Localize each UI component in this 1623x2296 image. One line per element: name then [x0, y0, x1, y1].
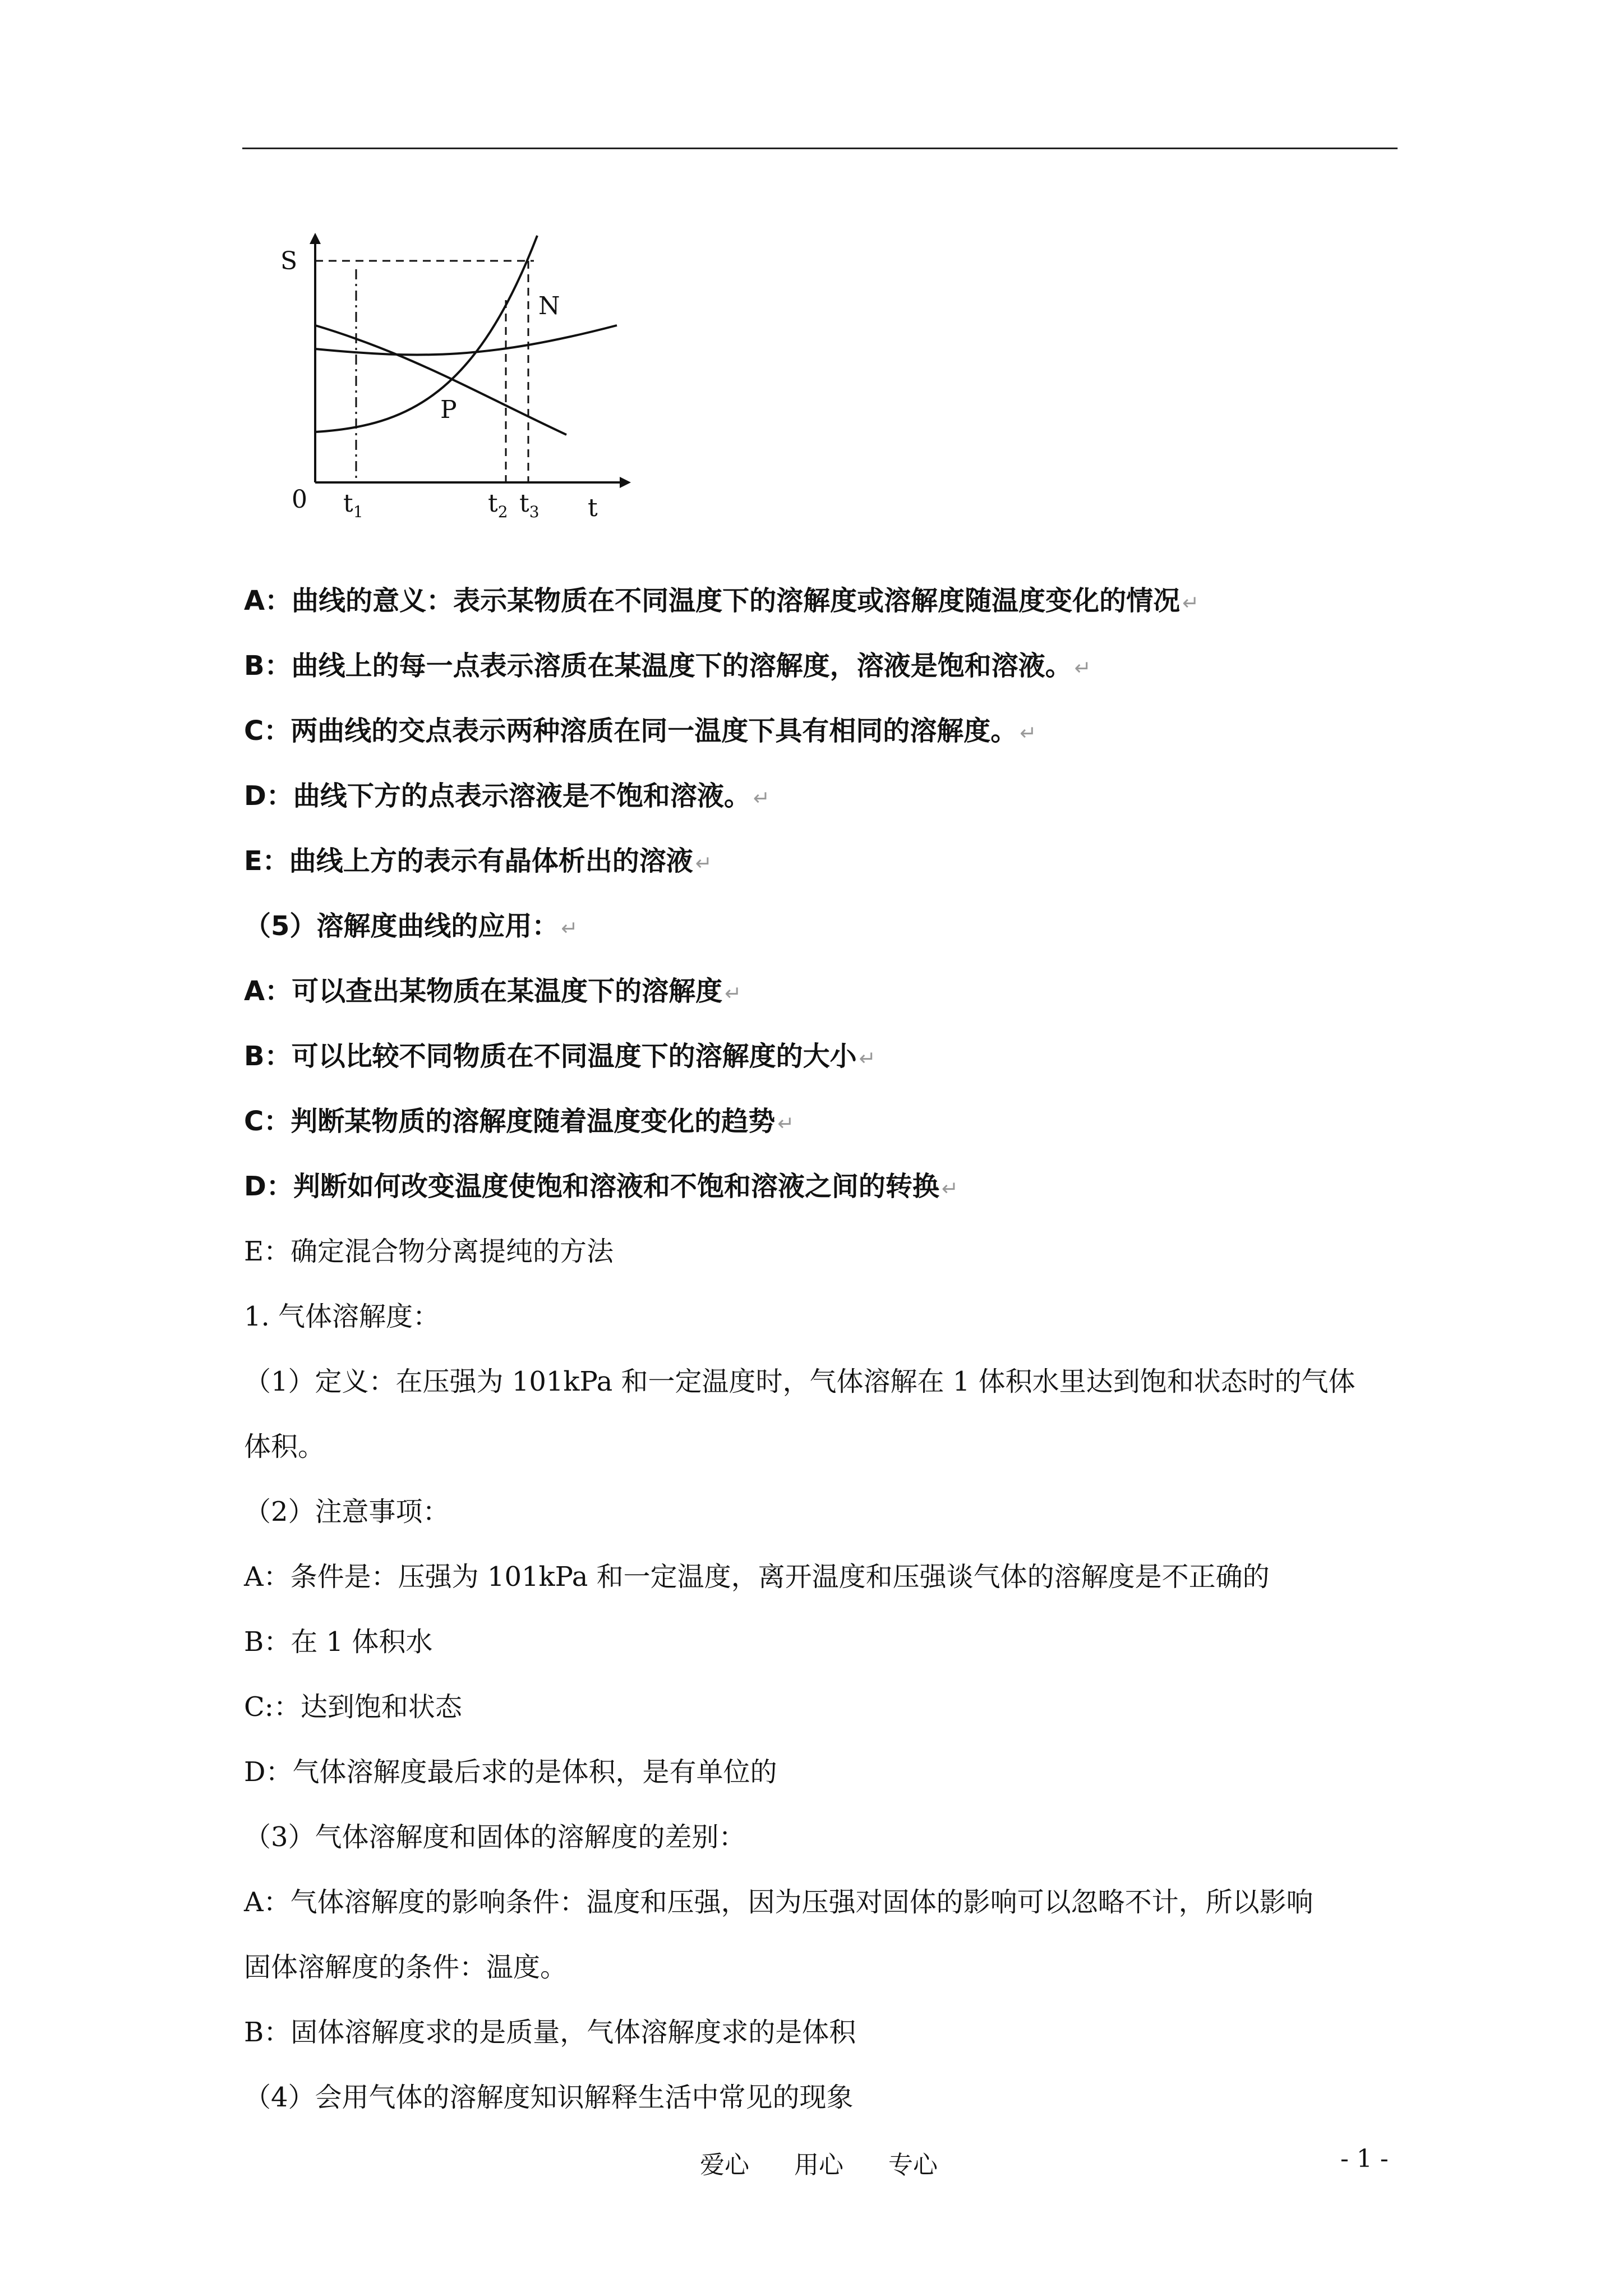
body-line [244, 1559, 1399, 1594]
body-line [244, 1885, 1399, 1920]
y-axis-label: S [280, 247, 298, 275]
steep-rising-curve [315, 236, 537, 432]
body-line [244, 648, 1399, 683]
footer-motto-item: 用心 [794, 2151, 843, 2179]
body-line [244, 1169, 1399, 1204]
line-text: 1. 气体溶解度： [244, 1301, 440, 1332]
t3-sub: 3 [529, 503, 540, 521]
t2-base: t [488, 489, 498, 518]
tick-label-t3 [519, 489, 540, 521]
body-line [244, 1625, 1399, 1659]
body-line [244, 1104, 1399, 1139]
line-text: 固体溶解度的条件：温度。 [244, 1952, 568, 1983]
body-line [244, 1364, 1399, 1399]
paragraph-mark-icon: ↵ [941, 1177, 959, 1200]
body-line [244, 844, 1399, 878]
paragraph-mark-icon: ↵ [695, 852, 712, 875]
x-axis-label: t [588, 494, 598, 522]
line-text: C：判断某物质的溶解度随着温度变化的趋势 [244, 1106, 776, 1137]
body-line [244, 583, 1399, 618]
section-heading [244, 1820, 1399, 1855]
origin-label: 0 [292, 485, 307, 514]
curve-label-p: P [440, 395, 457, 424]
line-text: （5）溶解度曲线的应用： [244, 910, 559, 942]
line-text: B：在 1 体积水 [244, 1626, 433, 1658]
line-text: E：确定混合物分离提纯的方法 [244, 1236, 614, 1267]
line-text: B：固体溶解度求的是质量，气体溶解度求的是体积 [244, 2017, 856, 2048]
line-text: C：两曲线的交点表示两种溶质在同一温度下具有相同的溶解度。 [244, 715, 1018, 747]
line-text: （4）会用气体的溶解度知识解释生活中常见的现象 [244, 2082, 854, 2113]
line-text: D：曲线下方的点表示溶液是不饱和溶液。 [244, 780, 751, 812]
line-text: A：条件是：压强为 101kPa 和一定温度，离开温度和压强谈气体的溶解度是不正确的 [244, 1561, 1270, 1593]
t3-base: t [519, 489, 529, 518]
line-text: D：判断如何改变温度使饱和溶液和不饱和溶液之间的转换 [244, 1171, 939, 1202]
body-line [244, 2015, 1399, 2050]
line-text: 体积。 [244, 1431, 325, 1462]
section-heading [244, 909, 1399, 944]
body-line [244, 1429, 1399, 1464]
curve-label-n: N [538, 292, 560, 320]
line-text: （3）气体溶解度和固体的溶解度的差别： [244, 1821, 746, 1853]
paragraph-mark-icon: ↵ [753, 787, 771, 810]
line-text: D：气体溶解度最后求的是体积，是有单位的 [244, 1756, 777, 1788]
body-line [244, 1755, 1399, 1789]
body-line [244, 779, 1399, 813]
line-text: A：曲线的意义：表示某物质在不同温度下的溶解度或溶解度随温度变化的情况 [244, 585, 1181, 616]
line-text: B：可以比较不同物质在不同温度下的溶解度的大小 [244, 1041, 857, 1072]
body-line [244, 1950, 1399, 1985]
line-text: （1）定义：在压强为 101kPa 和一定温度时，气体溶解在 1 体积水里达到饱和状态时的气体 [244, 1366, 1355, 1397]
body-line [244, 1234, 1399, 1269]
t1-sub: 1 [353, 503, 363, 521]
footer-motto-item: 专心 [888, 2151, 938, 2179]
t1-base: t [343, 489, 353, 518]
footer-motto-item: 爱心 [700, 2151, 749, 2179]
paragraph-mark-icon: ↵ [561, 917, 578, 940]
section-heading [244, 2080, 1399, 2115]
paragraph-mark-icon: ↵ [777, 1112, 795, 1135]
tick-label-t1 [343, 489, 363, 521]
body-line [244, 974, 1399, 1009]
body-line [244, 714, 1399, 748]
line-text: C:：达到饱和状态 [244, 1691, 462, 1723]
footer-motto [673, 2145, 965, 2180]
body-line [244, 1039, 1399, 1074]
line-text: A：气体溶解度的影响条件：温度和压强，因为压强对固体的影响可以忽略不计，所以影响 [244, 1887, 1313, 1918]
line-text: A：可以查出某物质在某温度下的溶解度 [244, 976, 723, 1007]
section-heading [244, 1494, 1399, 1529]
document-body [244, 583, 1399, 2145]
x-axis-arrow [620, 477, 631, 488]
paragraph-mark-icon: ↵ [859, 1047, 876, 1070]
header-rule [242, 148, 1398, 149]
paragraph-mark-icon: ↵ [725, 982, 742, 1005]
section-heading [244, 1299, 1399, 1334]
paragraph-mark-icon: ↵ [1182, 592, 1200, 615]
page-number: - 1 - [1340, 2145, 1389, 2173]
body-line [244, 1690, 1399, 1724]
tick-label-t2 [488, 489, 508, 521]
line-text: E：曲线上方的表示有晶体析出的溶液 [244, 845, 693, 877]
line-text: （2）注意事项： [244, 1496, 450, 1527]
paragraph-mark-icon: ↵ [1020, 722, 1037, 745]
paragraph-mark-icon: ↵ [1074, 657, 1091, 680]
t2-sub: 2 [497, 503, 508, 521]
y-axis-arrow [310, 233, 321, 244]
solubility-curve-figure [275, 224, 656, 539]
solubility-curve-svg [275, 224, 656, 539]
line-text: B：曲线上的每一点表示溶质在某温度下的溶解度，溶液是饱和溶液。 [244, 650, 1072, 682]
